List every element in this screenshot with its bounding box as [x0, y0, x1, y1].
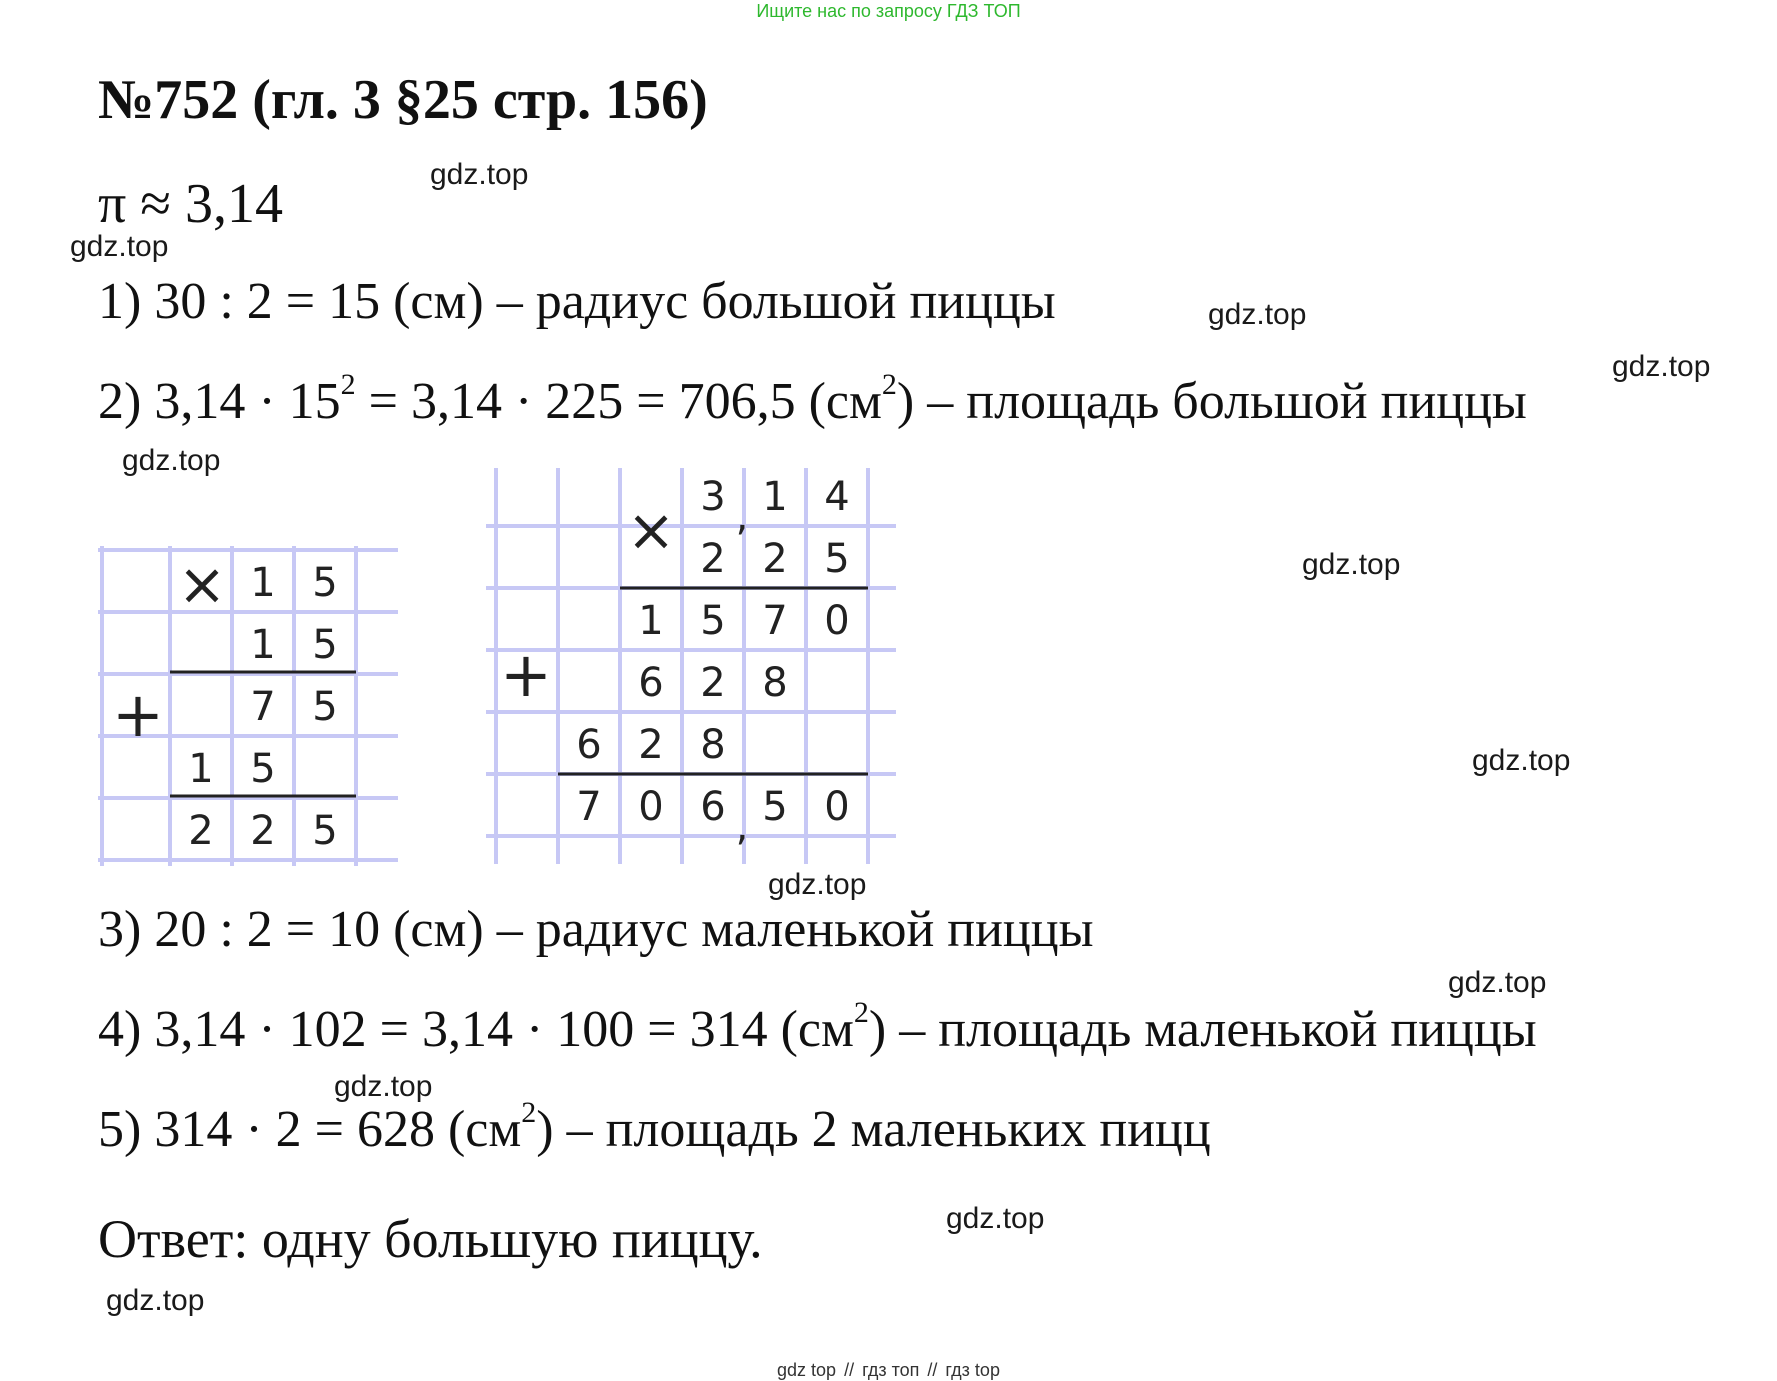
grid-digit: 1	[188, 746, 214, 792]
watermark: gdz.top	[1612, 350, 1711, 383]
grid-digit: 5	[312, 622, 338, 668]
watermark: gdz.top	[122, 444, 221, 477]
plus-sign: +	[500, 638, 552, 711]
grid-digit: 7	[762, 598, 788, 644]
grid-digit: 4	[824, 474, 850, 520]
step-5-part-a: 5) 314 · 2 = 628 (см	[98, 1101, 522, 1158]
grid-digit: 2	[700, 660, 726, 706]
grid-digit: 5	[250, 746, 276, 792]
multiply-sign: ×	[626, 496, 676, 564]
grid-digit: 2	[188, 808, 214, 854]
grid-digit: 8	[700, 722, 726, 768]
footer-separator: //	[844, 1360, 855, 1380]
grid-digit: 0	[638, 784, 664, 830]
watermark: gdz.top	[430, 158, 529, 191]
grid-digit: 5	[312, 560, 338, 606]
step-2-part-c: ) – площадь большой пиццы	[896, 373, 1527, 430]
calc-grid-15x15	[98, 546, 408, 866]
pi-approximation: π ≈ 3,14	[98, 173, 284, 235]
search-banner: Ищите нас по запросу ГДЗ ТОП	[756, 1, 1021, 21]
watermark: gdz.top	[1208, 298, 1307, 331]
step-5-unit-exponent: 2	[521, 1096, 537, 1129]
step-2-unit-exponent: 2	[881, 368, 897, 401]
calc-grid-314x225-svg	[486, 468, 906, 868]
decimal-comma: ,	[735, 804, 749, 850]
step-3	[98, 900, 1094, 959]
grid-digit: 5	[824, 536, 850, 582]
footer-separator: //	[927, 1360, 938, 1380]
footer-part-3: гдз top	[945, 1360, 1000, 1380]
plus-sign: +	[112, 678, 164, 751]
watermark: gdz.top	[334, 1070, 433, 1103]
grid-digit: 6	[638, 660, 664, 706]
grid-digit: 1	[638, 598, 664, 644]
step-4-part-a: 4) 3,14 · 102 = 3,14 · 100 = 314 (см	[98, 1001, 854, 1058]
watermark: gdz.top	[1448, 966, 1547, 999]
page-title: №752 (гл. 3 §25 стр. 156)	[98, 69, 708, 131]
grid-digit: 5	[312, 808, 338, 854]
step-4-unit-exponent: 2	[853, 996, 869, 1029]
multiply-sign: ×	[177, 550, 227, 618]
grid-digit: 0	[824, 784, 850, 830]
step-1-text: 1) 30 : 2 = 15 (см) – радиус большой пиццы	[98, 273, 1056, 330]
grid-digit: 2	[762, 536, 788, 582]
footer	[0, 1360, 1777, 1381]
step-2-exponent: 2	[340, 368, 356, 401]
step-5-part-b: ) – площадь 2 маленьких пицц	[536, 1101, 1211, 1158]
grid-digit: 7	[576, 784, 602, 830]
grid-digit: 5	[700, 598, 726, 644]
watermark: gdz.top	[946, 1202, 1045, 1235]
step-4-part-b: ) – площадь маленькой пиццы	[868, 1001, 1537, 1058]
grid-digit: 1	[762, 474, 788, 520]
grid-digit: 2	[700, 536, 726, 582]
step-5	[98, 1096, 1211, 1159]
calc-grid-314x225	[486, 468, 906, 868]
step-2-part-a: 2) 3,14 · 15	[98, 373, 341, 430]
grid-digit: 0	[824, 598, 850, 644]
step-4	[98, 996, 1537, 1059]
grid-digit: 6	[576, 722, 602, 768]
step-2	[98, 368, 1527, 431]
grid-digit: 5	[762, 784, 788, 830]
grid-digit: 2	[250, 808, 276, 854]
watermark: gdz.top	[1302, 548, 1401, 581]
grid-digit: 6	[700, 784, 726, 830]
grid-digit: 3	[700, 474, 726, 520]
step-3-text: 3) 20 : 2 = 10 (см) – радиус маленькой пиццы	[98, 901, 1094, 958]
decimal-comma: ,	[735, 494, 749, 540]
grid-digit: 1	[250, 560, 276, 606]
grid-digit: 2	[638, 722, 664, 768]
grid-digit: 1	[250, 622, 276, 668]
footer-part-1: gdz top	[777, 1360, 837, 1380]
watermark: gdz.top	[106, 1284, 205, 1317]
answer: Ответ: одну большую пиццу.	[98, 1209, 763, 1269]
grid-digit: 5	[312, 684, 338, 730]
watermark: gdz.top	[768, 868, 867, 901]
grid-digit: 8	[762, 660, 788, 706]
grid-digit: 7	[250, 684, 276, 730]
step-2-part-b: = 3,14 · 225 = 706,5 (см	[355, 373, 882, 430]
watermark: gdz.top	[1472, 744, 1571, 777]
calc-grid-15x15-svg	[98, 546, 408, 866]
footer-part-2: гдз топ	[862, 1360, 920, 1380]
step-1	[98, 272, 1056, 331]
watermark: gdz.top	[70, 230, 169, 263]
